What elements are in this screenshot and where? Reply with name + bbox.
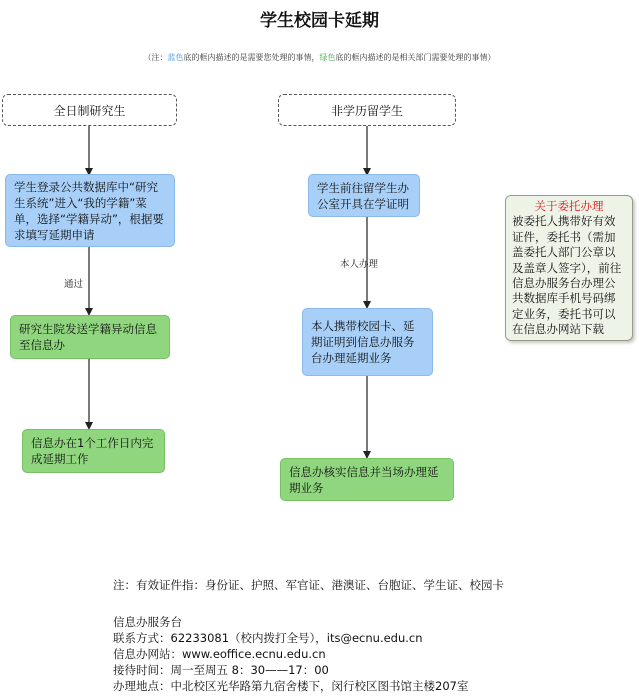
footer-id-note: 注：有效证件指：身份证、护照、军官证、港澳证、台胞证、学生证、校园卡 [113,578,504,592]
footer-website: 信息办网站：www.eoffice.ecnu.edu.cn [113,647,326,661]
right-step1-box: 学生前往留学生办公室开具在学证明 [308,174,420,217]
right-step2-box: 本人携带校园卡、延期证明到信息办服务台办理延期业务 [302,308,433,376]
note-blue-word: 蓝色 [167,53,184,62]
left-step3-box: 信息办在1个工作日内完成延期工作 [22,429,165,473]
note-prefix: （注： [143,53,168,62]
left-step1-box: 学生登录公共数据库中“研究生系统”进入“我的学籍”菜单，选择“学籍异动”，根据要求填写延期申请 [5,174,175,247]
page-title: 学生校园卡延期 [260,11,379,31]
right-step3-box: 信息办核实信息并当场办理延期业务 [280,458,454,501]
note-suffix: 底的框内描述的是相关部门需要处理的事情） [335,53,496,62]
delegate-note-title: 关于委托办理 [534,199,604,213]
footer-hours: 接待时间：周一至周五 8：30——17：00 [113,663,329,677]
delegate-note-box [505,195,633,341]
note-middle: 底的框内描述的是需要您处理的事情， [183,53,320,62]
delegate-note-body: 被委托人携带好有效证件，委托书（需加盖委托人部门公章以及盖章人签字），前往信息办服务台办理公共数据库手机号码绑定业务，委托书可以在信息办网站下载 [512,214,622,337]
left-column-header: 全日制研究生 [2,94,177,126]
footer-contact: 联系方式：62233081（校内拨打全号），its@ecnu.edu.cn [113,631,423,645]
footer-address: 办理地点：中北校区光华路第九宿舍楼下，闵行校区图书馆主楼207室 [113,679,469,693]
left-step2-box: 研究生院发送学籍异动信息至信息办 [10,315,170,359]
note-green-word: 绿色 [319,53,336,62]
footer-service-title: 信息办服务台 [113,615,182,629]
left-edge1-label: 通过 [64,279,84,290]
right-column-header: 非学历留学生 [278,94,456,126]
right-edge1-label: 本人办理 [340,259,379,270]
